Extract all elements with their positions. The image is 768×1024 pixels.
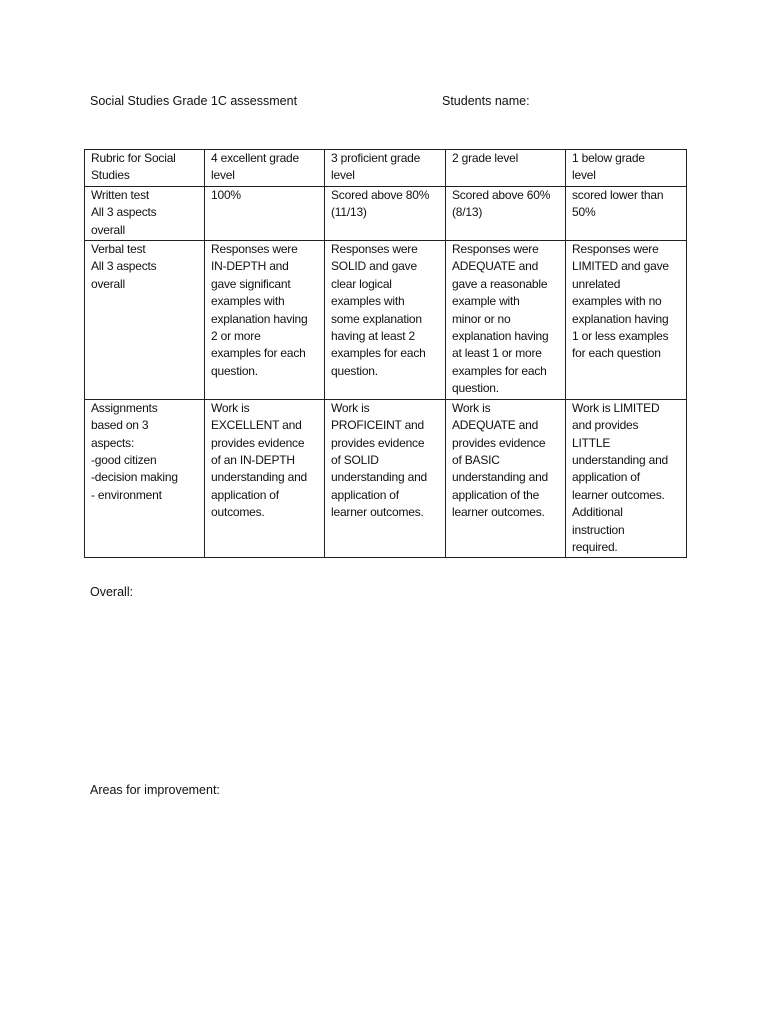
cell-line: question.: [211, 363, 258, 378]
rubric-cell: [446, 399, 566, 558]
cell-line: gave a reasonable: [452, 276, 548, 291]
cell-line: overall: [91, 276, 125, 291]
rubric-cell: [446, 241, 566, 400]
cell-line: Responses were: [452, 242, 539, 257]
cell-line: required.: [572, 539, 618, 554]
page-title: Social Studies Grade 1C assessment: [90, 94, 298, 108]
cell-line: outcomes.: [211, 505, 265, 520]
cell-line: example with: [452, 294, 520, 309]
cell-line: Written test: [91, 187, 150, 202]
cell-line: overall: [91, 222, 125, 237]
cell-line: of an IN-DEPTH: [211, 452, 295, 467]
cell-line: Work is LIMITED: [572, 400, 660, 415]
column-header-line: 4 excellent grade: [211, 151, 299, 165]
column-header-line: level: [572, 168, 596, 183]
cell-line: 50%: [572, 205, 596, 220]
cell-line: EXCELLENT and: [211, 418, 302, 433]
cell-line: 2 or more: [211, 329, 261, 344]
cell-line: based on 3: [91, 418, 149, 433]
cell-line: Assignments: [91, 400, 158, 415]
cell-line: Scored above 60%: [452, 187, 551, 202]
cell-line: PROFICEINT and: [331, 418, 425, 433]
areas-for-improvement-label: Areas for improvement:: [90, 783, 220, 797]
cell-line: provides evidence: [211, 435, 305, 450]
cell-line: (11/13): [331, 205, 367, 220]
rubric-cell: [325, 399, 446, 558]
cell-line: question.: [331, 363, 378, 378]
cell-line: gave significant: [211, 276, 291, 291]
cell-line: Responses were: [211, 242, 298, 257]
cell-line: ADEQUATE and: [452, 259, 539, 274]
cell-line: SOLID and gave: [331, 259, 417, 274]
cell-line: for each question: [572, 346, 661, 361]
cell-line: instruction: [572, 522, 625, 537]
column-header-1: [205, 150, 325, 187]
rubric-row-assignments: [85, 399, 687, 558]
row-label-cell: [85, 186, 205, 240]
cell-line: of SOLID: [331, 452, 379, 467]
cell-line: -good citizen: [91, 452, 157, 467]
cell-line: explanation having: [572, 311, 669, 326]
cell-line: examples with: [331, 294, 405, 309]
column-header-line: level: [211, 168, 235, 183]
cell-line: Responses were: [331, 242, 418, 257]
row-label-cell: [85, 399, 205, 558]
column-header-line: 2 grade level: [452, 151, 519, 165]
students-name-label: Students name:: [442, 94, 530, 108]
cell-line: (8/13): [452, 205, 483, 220]
cell-line: understanding and: [211, 470, 308, 485]
cell-line: having at least 2: [331, 329, 415, 344]
cell-line: LIMITED and gave: [572, 259, 669, 274]
cell-line: at least 1 or more: [452, 346, 542, 361]
rubric-cell: [205, 399, 325, 558]
cell-line: learner outcomes.: [572, 487, 665, 502]
cell-line: IN-DEPTH and: [211, 259, 289, 274]
overall-label: Overall:: [90, 585, 134, 599]
cell-line: learner outcomes.: [452, 505, 545, 520]
column-header-2: [325, 150, 446, 187]
cell-line: 1 or less examples: [572, 329, 669, 344]
cell-line: Work is: [331, 400, 370, 415]
rubric-cell: [325, 241, 446, 400]
cell-line: aspects:: [91, 435, 135, 450]
cell-line: understanding and: [572, 452, 669, 467]
cell-line: All 3 aspects: [91, 259, 157, 274]
rubric-row-written-test: [85, 186, 687, 240]
cell-line: understanding and: [452, 470, 549, 485]
cell-line: question.: [452, 381, 499, 396]
column-header-0: [85, 150, 205, 187]
column-header-line: 1 below grade: [572, 151, 645, 165]
cell-line: examples with: [211, 294, 285, 309]
rubric-row-verbal-test: [85, 241, 687, 400]
column-header-4: [566, 150, 687, 187]
cell-line: application of the: [452, 487, 540, 502]
cell-line: Additional: [572, 505, 623, 520]
cell-line: - environment: [91, 487, 162, 502]
cell-line: Verbal test: [91, 242, 146, 257]
cell-line: provides evidence: [331, 435, 425, 450]
cell-line: understanding and: [331, 470, 428, 485]
column-header-3: [446, 150, 566, 187]
rubric-cell: [566, 399, 687, 558]
column-header-line: Studies: [91, 168, 130, 183]
cell-line: of BASIC: [452, 452, 500, 467]
cell-line: unrelated: [572, 276, 621, 291]
rubric-cell: [325, 186, 446, 240]
cell-line: All 3 aspects: [91, 205, 157, 220]
cell-line: application of: [211, 487, 279, 502]
cell-line: Work is: [452, 400, 491, 415]
rubric-table: [84, 149, 687, 558]
rubric-cell: [205, 186, 325, 240]
cell-line: examples for each: [452, 363, 547, 378]
cell-line: Responses were: [572, 242, 659, 257]
rubric-cell: [566, 186, 687, 240]
cell-line: Work is: [211, 400, 250, 415]
cell-line: clear logical: [331, 276, 392, 291]
rubric-header-row: [85, 150, 687, 187]
cell-line: 100%: [211, 187, 241, 202]
rubric-cell: [205, 241, 325, 400]
rubric-cell: [446, 186, 566, 240]
rubric-body: [85, 186, 687, 558]
cell-line: LITTLE: [572, 435, 611, 450]
cell-line: Scored above 80%: [331, 187, 430, 202]
column-header-line: 3 proficient grade: [331, 151, 421, 165]
cell-line: -decision making: [91, 470, 178, 485]
cell-line: application of: [331, 487, 399, 502]
cell-line: and provides: [572, 418, 639, 433]
row-label-cell: [85, 241, 205, 400]
cell-line: application of: [572, 470, 640, 485]
cell-line: some explanation: [331, 311, 422, 326]
cell-line: explanation having: [211, 311, 308, 326]
cell-line: ADEQUATE and: [452, 418, 539, 433]
cell-line: minor or no: [452, 311, 511, 326]
cell-line: explanation having: [452, 329, 549, 344]
column-header-line: level: [331, 168, 355, 183]
column-header-line: Rubric for Social: [91, 151, 176, 165]
cell-line: learner outcomes.: [331, 505, 424, 520]
cell-line: examples for each: [331, 346, 426, 361]
cell-line: scored lower than: [572, 187, 664, 202]
cell-line: examples with no: [572, 294, 662, 309]
cell-line: examples for each: [211, 346, 306, 361]
cell-line: provides evidence: [452, 435, 546, 450]
rubric-cell: [566, 241, 687, 400]
